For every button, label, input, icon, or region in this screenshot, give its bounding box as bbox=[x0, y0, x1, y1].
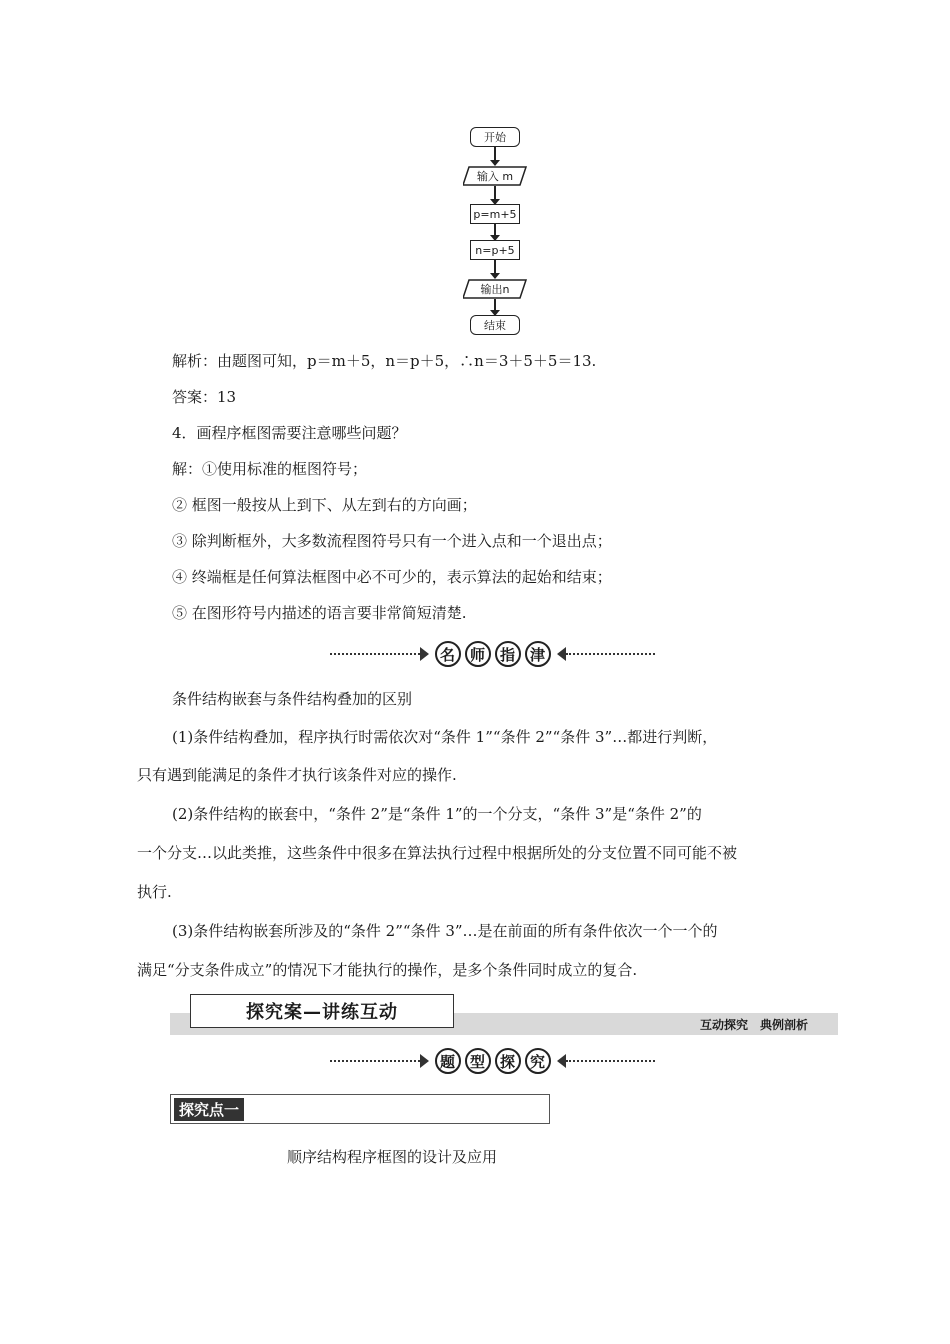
banner-char: 津 bbox=[525, 641, 551, 667]
flowchart-output-label: 输出n bbox=[480, 283, 510, 296]
tips-line: (1)条件结构叠加，程序执行时需依次对“条件 1”“条件 2”“条件 3”…都进行判断， bbox=[172, 728, 718, 746]
flowchart-start: 开始 bbox=[470, 127, 520, 147]
solution-line: ② 框图一般按从上到下、从左到右的方向画； bbox=[172, 496, 477, 514]
banner-char: 探 bbox=[495, 1048, 521, 1074]
flowchart-arrow bbox=[494, 260, 496, 278]
flowchart-input bbox=[467, 166, 523, 186]
question-4: 4．画程序框图需要注意哪些问题？ bbox=[172, 424, 407, 442]
flowchart-output bbox=[467, 279, 523, 299]
section-title: 探究案—讲练互动 bbox=[190, 994, 454, 1028]
chevron-right-icon bbox=[420, 1054, 429, 1068]
banner-char: 型 bbox=[465, 1048, 491, 1074]
answer-text: 答案：13 bbox=[172, 388, 237, 406]
flowchart-arrow bbox=[494, 224, 496, 240]
dotted-rule bbox=[566, 1060, 656, 1062]
banner-char: 指 bbox=[495, 641, 521, 667]
tips-line: (2)条件结构的嵌套中，“条件 2”是“条件 1”的一个分支，“条件 3”是“条件 2”的 bbox=[172, 805, 702, 823]
tips-line: 一个分支…以此类推，这些条件中很多在算法执行过程中根据所处的分支位置不同可能不被 bbox=[137, 844, 738, 862]
solution-line: ④ 终端框是任何算法框图中必不可少的，表示算法的起始和结束； bbox=[172, 568, 612, 586]
chevron-right-icon bbox=[420, 647, 429, 661]
probe-tag: 探究点一 bbox=[174, 1098, 244, 1121]
dotted-rule bbox=[330, 1060, 420, 1062]
probe-subtitle: 顺序结构程序框图的设计及应用 bbox=[287, 1148, 498, 1166]
tips-line: 满足“分支条件成立”的情况下才能执行的操作，是多个条件同时成立的复合. bbox=[137, 961, 638, 979]
flowchart-input-label: 输入 m bbox=[476, 170, 514, 183]
tips-line: (3)条件结构嵌套所涉及的“条件 2”“条件 3”…是在前面的所有条件依次一个一个的 bbox=[172, 922, 718, 940]
tips-line: 执行. bbox=[137, 883, 172, 901]
flowchart-step2: n=p+5 bbox=[470, 240, 520, 260]
solution-line: 解：①使用标准的框图符号； bbox=[172, 460, 368, 478]
section-subtitle: 互动探究 典例剖析 bbox=[700, 1018, 809, 1032]
flowchart-arrow bbox=[494, 186, 496, 204]
chevron-left-icon bbox=[557, 647, 566, 661]
chevron-left-icon bbox=[557, 1054, 566, 1068]
flowchart-arrow bbox=[494, 299, 496, 315]
tips-line: 只有遇到能满足的条件才执行该条件对应的操作. bbox=[137, 766, 457, 784]
banner-mingshi bbox=[330, 639, 655, 669]
flowchart-end: 结束 bbox=[470, 315, 520, 335]
banner-char: 名 bbox=[435, 641, 461, 667]
banner-char: 题 bbox=[435, 1048, 461, 1074]
dotted-rule bbox=[330, 653, 420, 655]
solution-line: ③ 除判断框外，大多数流程图符号只有一个进入点和一个退出点； bbox=[172, 532, 612, 550]
banner-char: 师 bbox=[465, 641, 491, 667]
dotted-rule bbox=[566, 653, 656, 655]
solution-line: ⑤ 在图形符号内描述的语言要非常简短清楚. bbox=[172, 604, 467, 622]
tips-title: 条件结构嵌套与条件结构叠加的区别 bbox=[172, 690, 413, 708]
flowchart-arrow bbox=[494, 147, 496, 165]
banner-char: 究 bbox=[525, 1048, 551, 1074]
probe-box bbox=[170, 1094, 550, 1124]
analysis-text: 解析：由题图可知，p＝m＋5，n＝p＋5，∴n＝3＋5＋5＝13. bbox=[172, 352, 597, 370]
banner-tixing bbox=[330, 1046, 655, 1076]
flowchart-step1: p=m+5 bbox=[470, 204, 520, 224]
